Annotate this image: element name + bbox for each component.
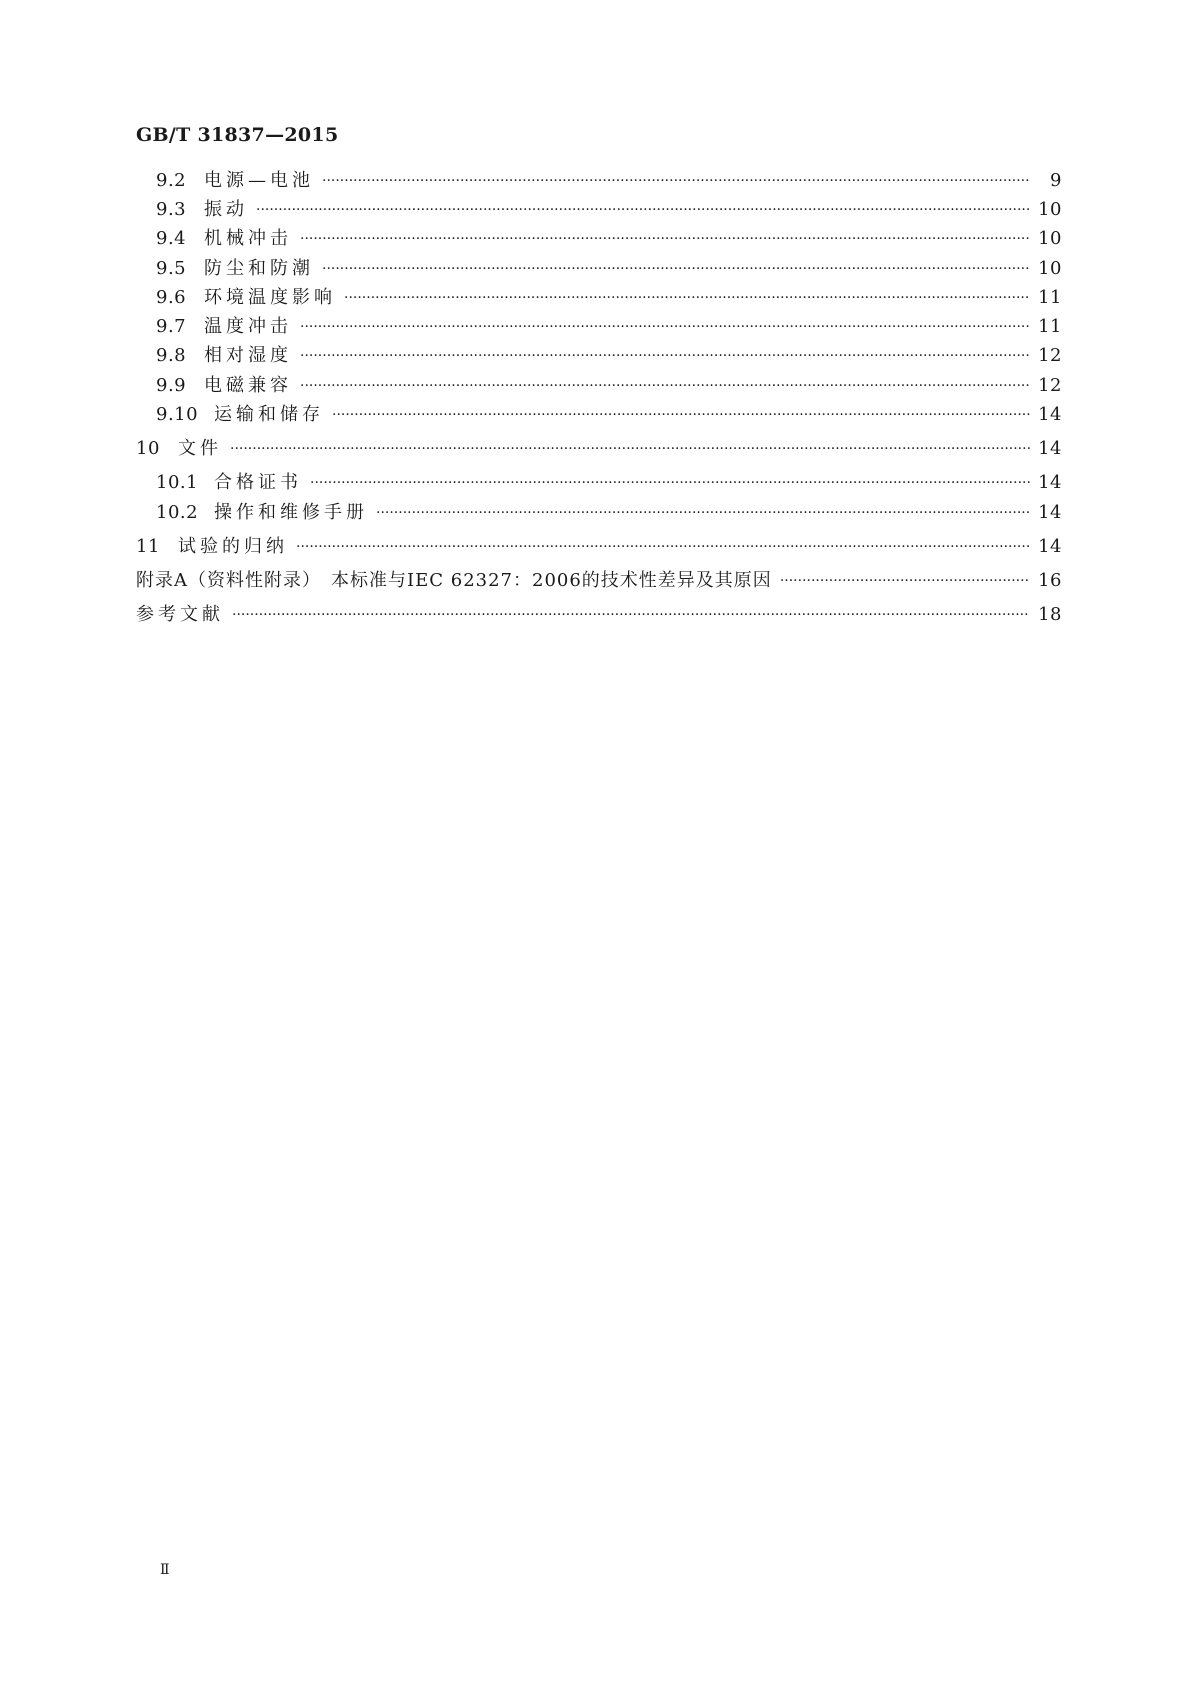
- toc-entry-page: 14: [1038, 438, 1062, 459]
- toc-dot-leader: [318, 256, 1030, 282]
- toc-entry-page: 11: [1038, 287, 1062, 308]
- toc-entry-9-7[interactable]: [136, 314, 1062, 340]
- toc-entry-page: 10: [1038, 199, 1062, 220]
- toc-dot-leader: [296, 343, 1030, 369]
- toc-entry-title: 防尘和防潮: [204, 258, 314, 279]
- toc-entry-number: 9.7: [156, 316, 187, 337]
- toc-dot-leader: [328, 402, 1030, 428]
- toc-entry-references[interactable]: [136, 602, 1062, 628]
- toc-entry-9-9[interactable]: [136, 373, 1062, 399]
- toc-entry-10-2[interactable]: [136, 500, 1062, 526]
- toc-dot-leader: [296, 314, 1030, 340]
- toc-entry-number: 9.8: [156, 345, 187, 366]
- toc-entry-title: 文件: [178, 438, 222, 459]
- toc-dot-leader: [296, 373, 1030, 399]
- toc-entry-number: 9.9: [156, 375, 187, 396]
- toc-entry-appendix-a[interactable]: [136, 568, 1062, 594]
- toc-entry-page: 10: [1038, 228, 1062, 249]
- toc-entry-title: 机械冲击: [204, 228, 292, 249]
- toc-entry-number: 9.3: [156, 199, 187, 220]
- toc-entry-page: 14: [1038, 502, 1062, 523]
- standard-code-header: GB/T 31837—2015: [136, 124, 339, 146]
- toc-entry-number: 9.4: [156, 228, 187, 249]
- toc-entry-9-6[interactable]: [136, 285, 1062, 311]
- toc-dot-leader: [252, 197, 1030, 223]
- toc-dot-leader: [296, 226, 1030, 252]
- toc-entry-title: 试验的归纳: [178, 536, 288, 557]
- toc-entry-page: 14: [1038, 404, 1062, 425]
- toc-entry-number: 10.2: [156, 502, 199, 523]
- toc-entry-9-2[interactable]: [136, 168, 1062, 194]
- toc-entry-page: 10: [1038, 258, 1062, 279]
- toc-entry-title: 附录A（资料性附录） 本标准与IEC 62327：2006的技术性差异及其原因: [136, 570, 772, 591]
- toc-entry-number: 9.2: [156, 170, 187, 191]
- toc-entry-page: 16: [1038, 570, 1062, 591]
- toc-entry-page: 18: [1038, 604, 1062, 625]
- toc-entry-number: 9.5: [156, 258, 187, 279]
- toc-entry-number: 11: [136, 536, 160, 557]
- toc-entry-title: 运输和储存: [214, 404, 324, 425]
- toc-entry-page: 14: [1038, 536, 1062, 557]
- toc-entry-title: 参考文献: [136, 604, 224, 625]
- toc-dot-leader: [306, 470, 1030, 496]
- toc-entry-title: 温度冲击: [204, 316, 292, 337]
- toc-entry-number: 10.1: [156, 472, 199, 493]
- toc-entry-9-8[interactable]: [136, 343, 1062, 369]
- toc-entry-title: 操作和维修手册: [214, 502, 368, 523]
- toc-entry-page: 11: [1038, 316, 1062, 337]
- toc-entry-9-10[interactable]: [136, 402, 1062, 428]
- toc-dot-leader: [292, 534, 1030, 560]
- toc-entry-title: 电磁兼容: [204, 375, 292, 396]
- toc-entry-9-4[interactable]: [136, 226, 1062, 252]
- toc-entry-page: 12: [1038, 345, 1062, 366]
- toc-dot-leader: [226, 436, 1030, 462]
- toc-entry-page: 14: [1038, 472, 1062, 493]
- toc-entry-title: 电源—电池: [204, 170, 314, 191]
- toc-entry-11[interactable]: [136, 534, 1062, 560]
- toc-entry-9-3[interactable]: [136, 197, 1062, 223]
- page-number-footer: Ⅱ: [160, 1562, 170, 1578]
- toc-entry-10[interactable]: [136, 436, 1062, 462]
- toc-dot-leader: [776, 568, 1030, 594]
- toc-entry-10-1[interactable]: [136, 470, 1062, 496]
- toc-entry-page: 9: [1050, 170, 1062, 191]
- toc-entry-title: 相对湿度: [204, 345, 292, 366]
- toc-entry-9-5[interactable]: [136, 256, 1062, 282]
- toc-entry-title: 合格证书: [214, 472, 302, 493]
- toc-entry-title: 振动: [204, 199, 248, 220]
- toc-entry-page: 12: [1038, 375, 1062, 396]
- toc-entry-number: 9.6: [156, 287, 187, 308]
- toc-entry-title: 环境温度影响: [204, 287, 336, 308]
- toc-entry-number: 9.10: [156, 404, 199, 425]
- toc-entry-number: 10: [136, 438, 160, 459]
- toc-dot-leader: [372, 500, 1030, 526]
- toc-dot-leader: [340, 285, 1030, 311]
- toc-dot-leader: [228, 602, 1030, 628]
- toc-dot-leader: [318, 168, 1030, 194]
